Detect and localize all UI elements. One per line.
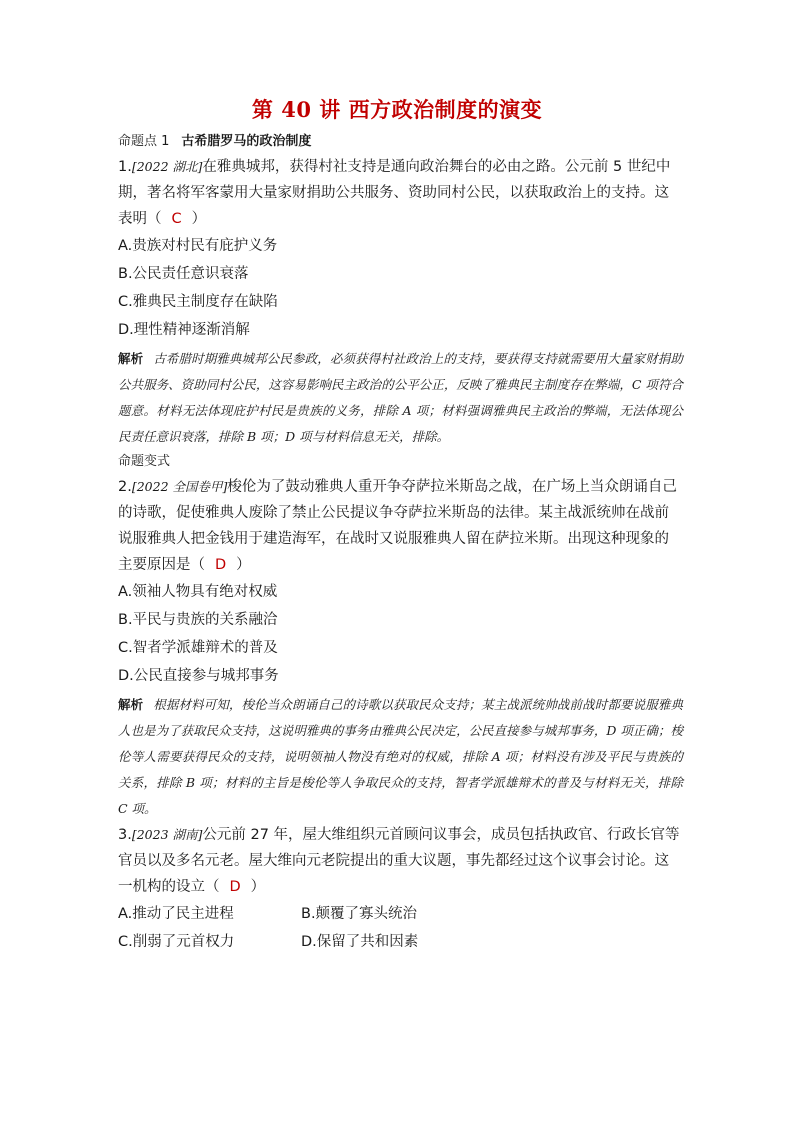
explanation-1	[118, 346, 683, 450]
section-heading	[118, 130, 683, 154]
options-row-1	[118, 900, 683, 928]
question-source: [2022 湖北]	[131, 159, 203, 174]
options-row-2	[118, 928, 683, 956]
option-d: D.公民直接参与城邦事务	[118, 668, 279, 684]
explanation-text: 古希腊时期雅典城邦公民参政，必须获得村社政治上的支持，要获得支持就需要用大量家财捐助公共服务、资助同村公民，这容易影响民主政治的公平公正，反映了雅典民主制度存在弊端，C 项符合题意。材料无法体现庇护村民是贵族的义务，排除 A 项；材料强调雅典民主政治的弊端，无法体现公民责任意识衰落，排除 B 项；D 项与材料信息无关，排除。	[118, 351, 683, 444]
section-title: 古希腊罗马的政治制度	[181, 134, 312, 149]
question-text: 公元前 27 年，屋大维组织元首顾问议事会，成员包括执政官、行政长官等官员以及多名元老。屋大维向元老院提出的重大议题，事先都经过这个议事会讨论。这一机构的设立（	[118, 827, 680, 895]
explanation-label: 解析	[118, 351, 144, 366]
question-3-stem	[118, 822, 683, 900]
question-number: 2.	[118, 479, 132, 495]
explanation-text: 根据材料可知，梭伦当众朗诵自己的诗歌以获取民众支持；某主战派统帅战前战时都要说服雅典人也是为了获取民众支持，这说明雅典的事务由雅典公民决定，公民直接参与城邦事务，D 项正确；梭伦等人需要获得民众的支持，说明领袖人物没有绝对的权威，排除 A 项；材料没有涉及平民与贵族的关系，排除 B 项；材料的主旨是梭伦等人争取民众的支持，智者学派雄辩术的普及与材料无关，排除 C 项。	[118, 697, 683, 816]
page-title: 第 40 讲 西方政治制度的演变	[251, 97, 543, 122]
question-text-end: ）	[250, 879, 266, 895]
question-1-stem	[118, 154, 683, 232]
option-d: D.理性精神逐渐消解	[118, 322, 250, 338]
option-a: A.贵族对村民有庇护义务	[118, 238, 278, 254]
variant-heading: 命题变式	[118, 454, 171, 469]
option-b: B.平民与贵族的关系融洽	[118, 612, 278, 628]
option-d: D.保留了共和因素	[301, 934, 419, 950]
explanation-2	[118, 692, 683, 822]
explanation-label: 解析	[118, 697, 144, 712]
section-label: 命题点 1	[118, 134, 170, 149]
answer-mark: D	[229, 879, 241, 895]
option-c: C.智者学派雄辩术的普及	[118, 640, 278, 656]
option-a: A.推动了民主进程	[118, 906, 234, 922]
option-b: B.颠覆了寡头统治	[301, 906, 418, 922]
content	[118, 130, 683, 956]
question-2-stem	[118, 474, 683, 578]
answer-mark: D	[215, 557, 227, 573]
question-source: [2023 湖南]	[131, 827, 203, 842]
option-c: C.削弱了元首权力	[118, 934, 235, 950]
question-text-end: ）	[191, 211, 207, 227]
option-a: A.领袖人物具有绝对权威	[118, 584, 278, 600]
answer-mark: C	[171, 211, 182, 227]
option-c: C.雅典民主制度存在缺陷	[118, 294, 278, 310]
question-text: 梭伦为了鼓动雅典人重开争夺萨拉米斯岛之战，在广场上当众朗诵自己的诗歌，促使雅典人废除了禁止公民提议争夺萨拉米斯岛的法律。某主战派统帅在战前说服雅典人把金钱用于建造海军，在战时又说服雅典人留在萨拉米斯。出现这种现象的主要原因是（	[118, 479, 677, 573]
question-number: 1.	[118, 159, 132, 175]
question-text: 在雅典城邦，获得村社支持是通向政治舞台的必由之路。公元前 5 世纪中期，著名将军客蒙用大量家财捐助公共服务、资助同村公民，以获取政治上的支持。这表明（	[118, 159, 671, 227]
question-source: [2022 全国卷甲]	[131, 479, 228, 494]
option-b: B.公民责任意识衰落	[118, 266, 249, 282]
question-text-end: ）	[236, 557, 251, 573]
question-number: 3.	[118, 827, 132, 843]
